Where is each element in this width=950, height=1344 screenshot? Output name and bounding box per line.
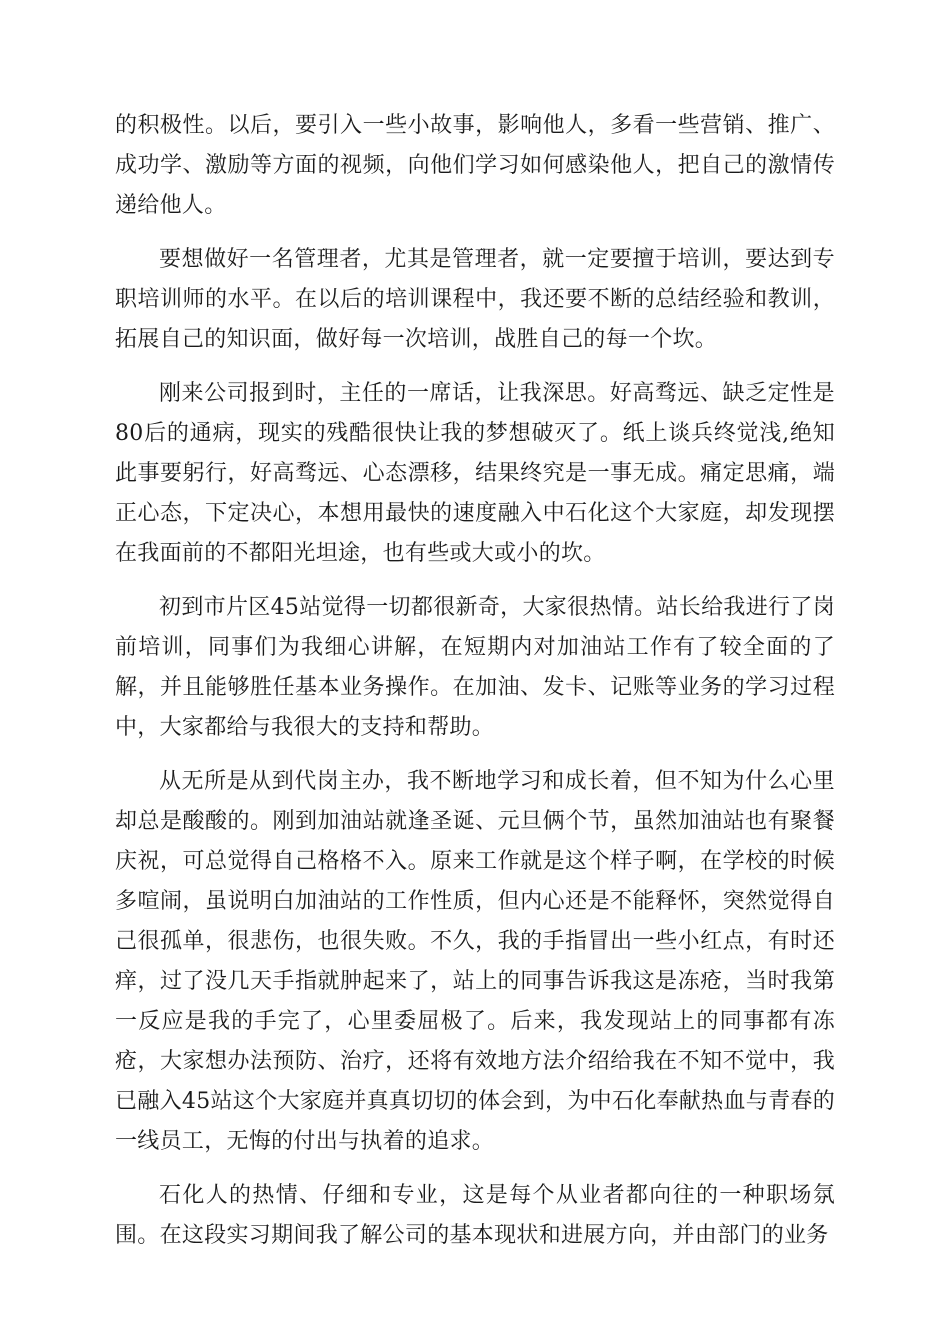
paragraph-continuation: 的积极性。以后，要引入一些小故事，影响他人，多看一些营销、推广、成功学、激励等方面的视频，向他们学习如何感染他人，把自己的激情传递给他人。 bbox=[115, 113, 835, 218]
paragraph-station-45: 初到市片区45站觉得一切都很新奇，大家很热情。站长给我进行了岗前培训，同事们为我细心讲解，在短期内对加油站工作有了较全面的了解，并且能够胜任基本业务操作。在加油、发卡、记账等业务的学习过程中，大家都给与我很大的支持和帮助。 bbox=[115, 595, 835, 740]
paragraph-training: 要想做好一名管理者，尤其是管理者，就一定要擅于培训，要达到专职培训师的水平。在以后的培训课程中，我还要不断的总结经验和教训，拓展自己的知识面，做好每一次培训，战胜自己的每一个坎。 bbox=[115, 247, 835, 352]
document-body bbox=[115, 106, 835, 1270]
paragraph-growth: 从无所是从到代岗主办，我不断地学习和成长着，但不知为什么心里却总是酸酸的。刚到加油站就逢圣诞、元旦俩个节，虽然加油站也有聚餐庆祝，可总觉得自己格格不入。原来工作就是这个样子啊，在学校的时候多喧闹，虽说明白加油站的工作性质，但内心还是不能释怀，突然觉得自己很孤单，很悲伤，也很失败。不久，我的手指冒出一些小红点，有时还痒，过了没几天手指就肿起来了，站上的同事告诉我这是冻疮，当时我第一反应是我的手完了，心里委屈极了。后来，我发现站上的同事都有冻疮，大家想办法预防、治疗，还将有效地方法介绍给我在不知不觉中，我已融入45站这个大家庭并真真切切的体会到，为中石化奉献热血与青春的一线员工，无悔的付出与执着的追求。 bbox=[115, 769, 835, 1154]
paragraph-atmosphere: 石化人的热情、仔细和专业，这是每个从业者都向往的一种职场氛围。在这段实习期间我了解公司的基本现状和进展方向，并由部门的业务 bbox=[115, 1183, 835, 1248]
paragraph-arrival: 刚来公司报到时，主任的一席话，让我深思。好高骛远、缺乏定性是80后的通病，现实的残酷很快让我的梦想破灭了。纸上谈兵终觉浅,绝知此事要躬行，好高骛远、心态漂移，结果终究是一事无成。痛定思痛，端正心态，下定决心，本想用最快的速度融入中石化这个大家庭，却发现摆在我面前的不都阳光坦途，也有些或大或小的坎。 bbox=[115, 381, 835, 566]
